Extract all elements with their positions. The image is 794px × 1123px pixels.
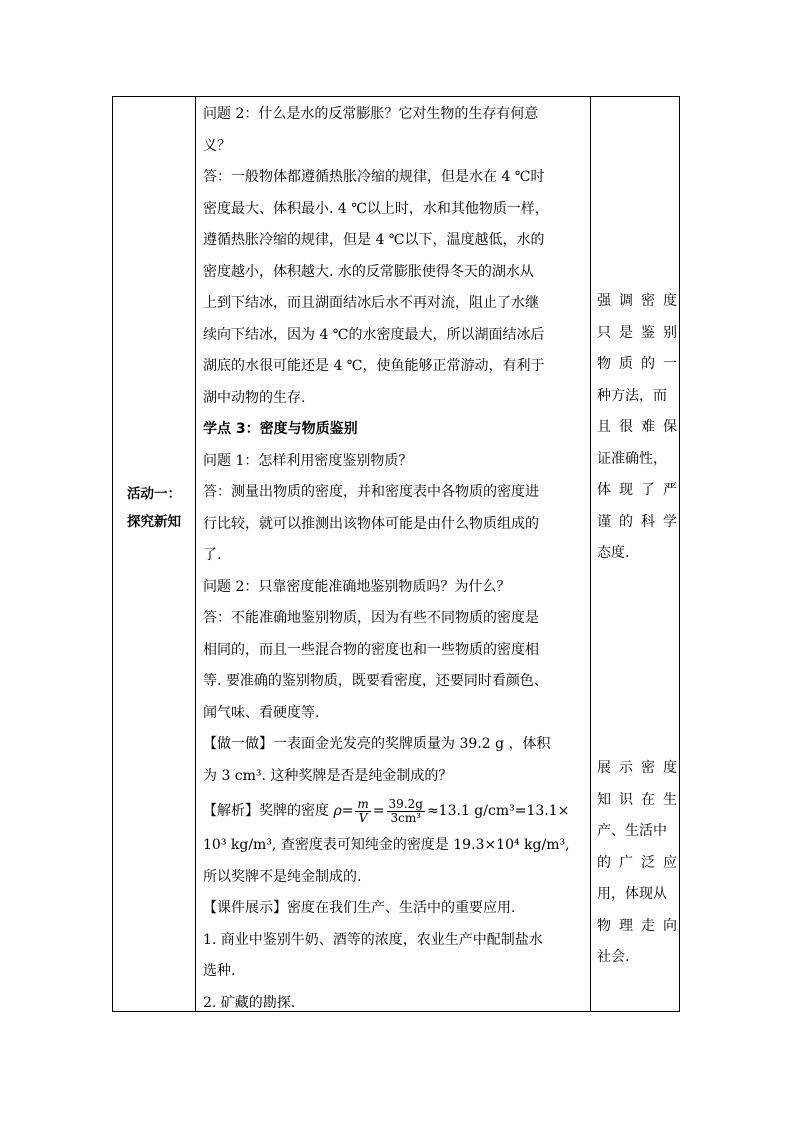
text-line: 湖中动物的生存. [203, 389, 306, 406]
activity-label [113, 480, 195, 536]
note-line: 的 广 泛 应 [597, 854, 677, 871]
activity-label-line1: 活动一： [127, 486, 181, 502]
note-line: 物 质 的 一 [597, 356, 677, 372]
text-line: 了. [203, 547, 222, 563]
note-line: 只 是 鉴 别 [597, 324, 677, 341]
text-line: 密度越小，体积越大. 水的反常膨胀使得冬天的湖水从 [203, 263, 534, 280]
text-line: 2. 矿藏的勘探. [203, 994, 296, 1011]
fraction-denominator: V [358, 810, 368, 825]
note-line: 产、生活中 [597, 823, 667, 839]
text-line: 上到下结冰，而且湖面结冰后水不再对流，阻止了水继 [203, 295, 539, 311]
activity-column [113, 97, 195, 1011]
text-line: 问题 1：怎样利用密度鉴别物质？ [203, 452, 413, 469]
text-line: 湖底的水很可能还是 4 ℃，使鱼能够正常游动，有利于 [203, 358, 545, 374]
text-line: 1. 商业中鉴别牛奶、酒等的浓度，农业生产中配制盐水 [203, 931, 543, 948]
teaching-note-2 [597, 753, 677, 974]
text-line: 闻气味、看硬度等. [203, 704, 320, 721]
text-line: 10³ kg/m³, 查密度表可知纯金的密度是 19.3×10⁴ kg/m³, [203, 837, 570, 853]
note-line: 种方法，而 [597, 387, 667, 404]
section-heading: 学点 3：密度与物质鉴别 [203, 421, 358, 437]
text-line: 【课件展示】密度在我们生产、生活中的重要应用. [203, 900, 516, 916]
text-line: 答：测量出物质的密度，并和密度表中各物质的密度进 [203, 484, 539, 500]
text-line: 为 3 cm³. 这种奖牌是否是纯金制成的？ [203, 767, 453, 784]
text-line: 义？ [203, 137, 231, 154]
equals-sign: = [372, 803, 385, 819]
text-line: 【做一做】一表面金光发亮的奖牌质量为 39.2 g ，体积 [203, 736, 551, 752]
note-line: 展 示 密 度 [597, 760, 677, 776]
text-line: 相同的，而且一些混合物的密度也和一些物质的密度相 [203, 641, 539, 658]
text-line: 答：不能准确地鉴别物质，因为有些不同物质的密度是 [203, 610, 539, 626]
note-line: 谨 的 科 学 [597, 513, 677, 530]
text-line: 行比较，就可以推测出该物体可能是由什么物质组成的 [203, 515, 539, 532]
fraction-numerator: 39.2g [388, 796, 423, 811]
text-line: 问题 2：什么是水的反常膨胀？它对生物的生存有何意 [203, 106, 539, 122]
teaching-note-1 [597, 286, 677, 570]
note-line: 态度. [597, 545, 630, 561]
fraction-value [387, 798, 425, 825]
analysis-prefix: 【解析】奖牌的密度 [203, 803, 334, 819]
column-divider-right [590, 97, 591, 1011]
analysis-line [203, 792, 587, 830]
analysis-result: ≈13.1 g/cm³=13.1× [426, 803, 570, 819]
lesson-table [112, 96, 680, 1012]
note-line: 证准确性， [597, 450, 667, 467]
rho-symbol: ρ [333, 803, 342, 819]
note-line: 强 调 密 度 [597, 293, 677, 309]
text-line: 选种. [203, 963, 236, 979]
text-line: 问题 2：只靠密度能准确地鉴别物质吗？为什么？ [203, 578, 511, 595]
note-line: 且 很 难 保 [597, 419, 677, 435]
text-line: 遵循热胀冷缩的规律，但是 4 ℃以下，温度越低，水的 [203, 232, 545, 248]
fraction-denominator: 3cm³ [390, 810, 422, 825]
text-line: 密度最大、体积最小. 4 ℃以上时，水和其他物质一样， [203, 200, 549, 217]
note-line: 用，体现从 [597, 886, 667, 902]
fraction-numerator: m [357, 796, 369, 811]
activity-label-line2: 探究新知 [127, 514, 181, 530]
text-line: 续向下结冰，因为 4 ℃的水密度最大，所以湖面结冰后 [203, 326, 545, 343]
content-column [203, 99, 587, 1019]
note-line: 知 识 在 生 [597, 791, 677, 808]
text-line: 所以奖牌不是纯金制成的. [203, 868, 362, 885]
note-line: 物 理 走 向 [597, 917, 677, 934]
text-line: 等. 要准确的鉴别物质，既要看密度，还要同时看颜色、 [203, 673, 548, 689]
column-divider-left [195, 97, 196, 1011]
fraction-m-over-v [355, 798, 370, 825]
note-line: 体 现 了 严 [597, 482, 677, 498]
equals-sign: = [341, 803, 354, 819]
note-line: 社会. [597, 949, 630, 965]
text-line: 答：一般物体都遵循热胀冷缩的规律，但是水在 4 ℃时 [203, 169, 545, 185]
